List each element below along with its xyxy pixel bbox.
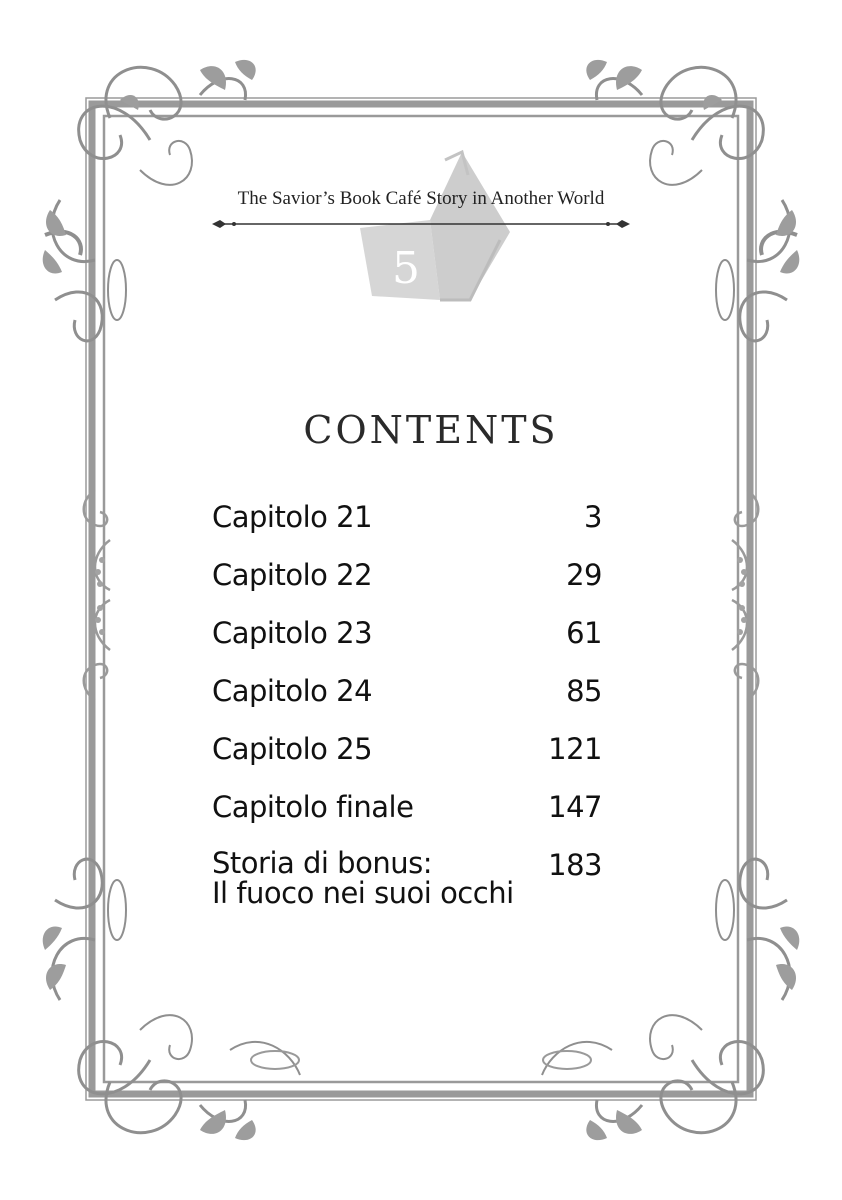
toc-entry[interactable] bbox=[212, 558, 602, 598]
contents-heading: CONTENTS bbox=[303, 408, 559, 452]
toc-entry-title: Capitolo 24 bbox=[212, 674, 373, 708]
toc-entry[interactable] bbox=[212, 500, 602, 540]
toc-entry-page: 121 bbox=[548, 732, 602, 766]
toc-entry-page: 3 bbox=[584, 500, 602, 534]
toc-entry-title: Capitolo 21 bbox=[212, 500, 373, 534]
toc-entry-title: Capitolo 25 bbox=[212, 732, 373, 766]
toc-entry[interactable] bbox=[212, 790, 602, 830]
series-title: The Savior’s Book Café Story in Another World bbox=[237, 188, 605, 209]
toc-entry[interactable] bbox=[212, 616, 602, 656]
toc-entry-page: 61 bbox=[566, 616, 602, 650]
corner-leaves-top-left bbox=[43, 60, 256, 274]
toc-entry[interactable] bbox=[212, 732, 602, 772]
header-divider bbox=[212, 216, 630, 232]
toc-entry-page: 147 bbox=[548, 790, 602, 824]
toc-entry-title: Capitolo finale bbox=[212, 790, 414, 824]
toc-entry-title: Storia di bonus: bbox=[212, 846, 432, 880]
toc-entry-subtitle: Il fuoco nei suoi occhi bbox=[212, 876, 514, 910]
toc-entry-bonus[interactable] bbox=[212, 848, 602, 920]
toc-entry-page: 85 bbox=[566, 674, 602, 708]
toc-entry-title: Capitolo 23 bbox=[212, 616, 373, 650]
side-ornament-left bbox=[84, 490, 110, 700]
toc-entry-title: Capitolo 22 bbox=[212, 558, 373, 592]
toc-entry[interactable] bbox=[212, 674, 602, 714]
volume-number: 5 bbox=[392, 243, 420, 294]
toc-entry-page: 29 bbox=[566, 558, 602, 592]
toc-entry-page: 183 bbox=[548, 848, 602, 882]
